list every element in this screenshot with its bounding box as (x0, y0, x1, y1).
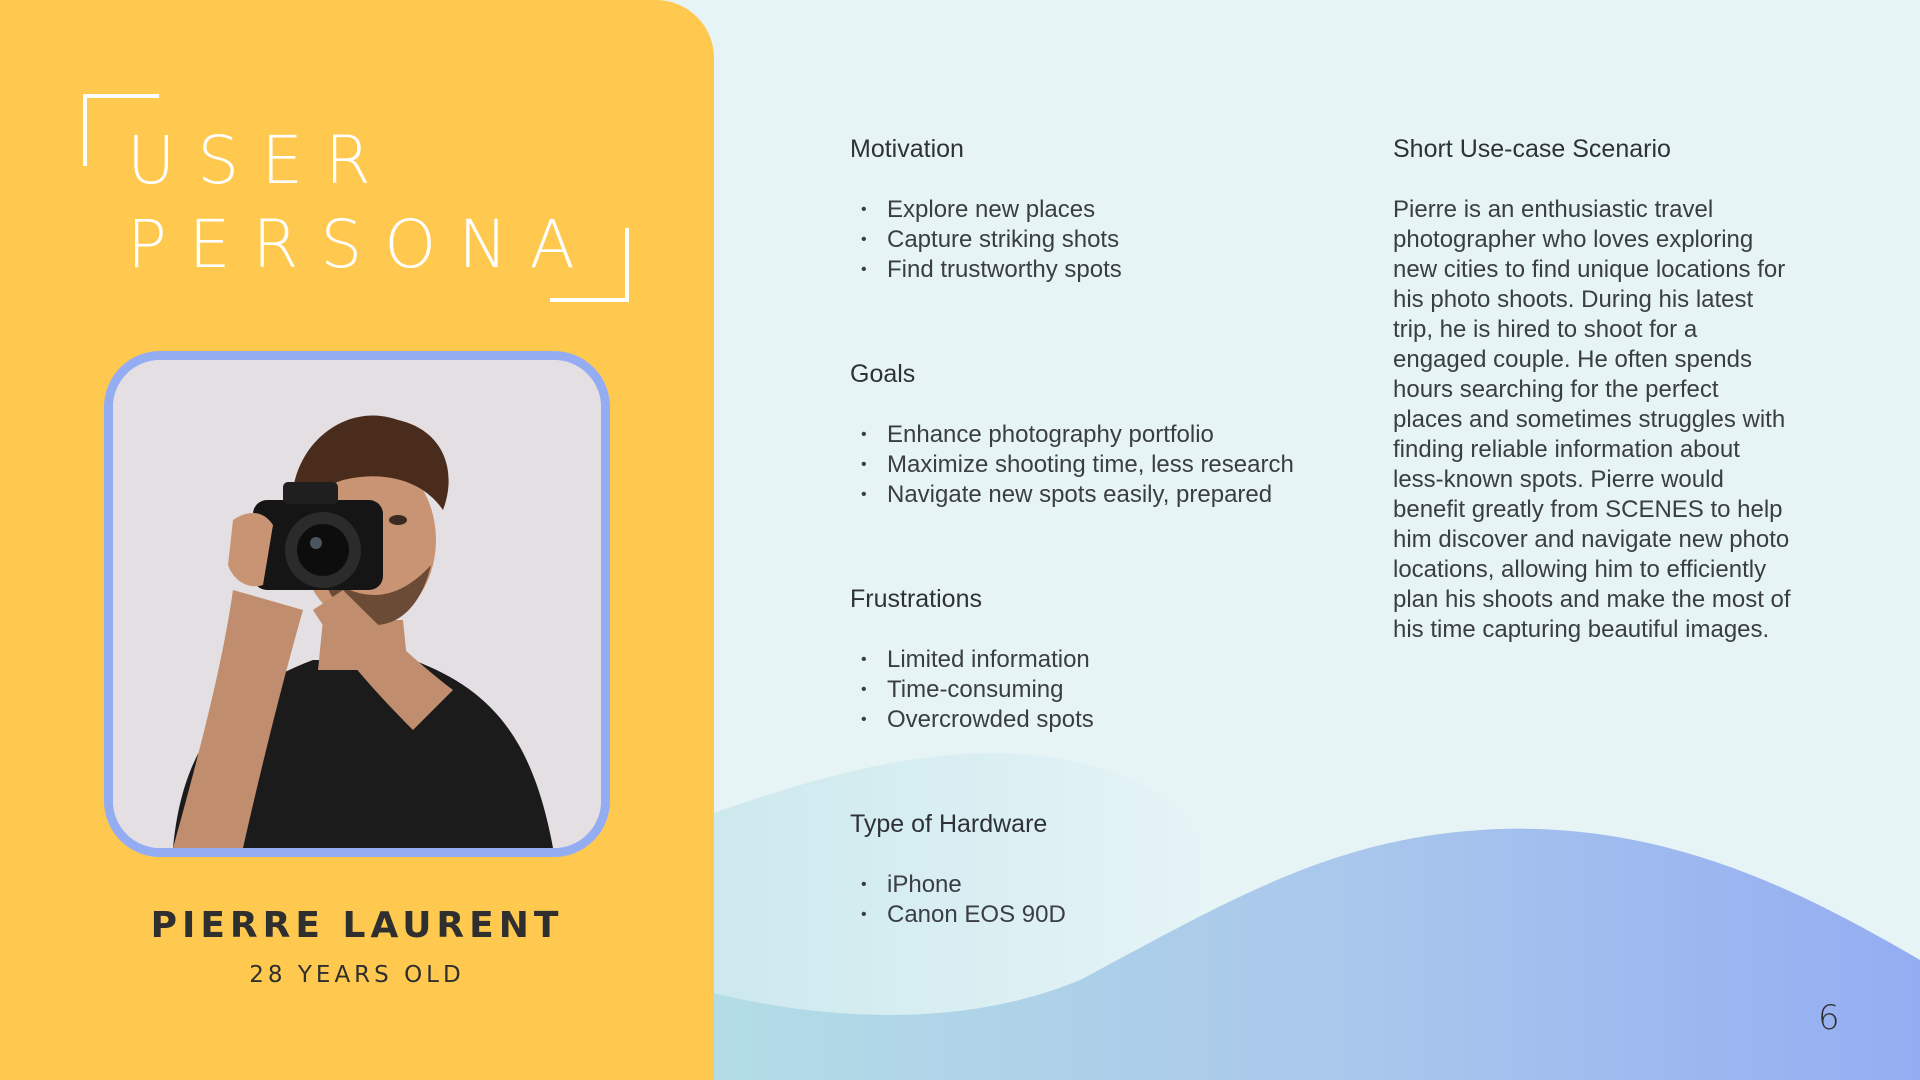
title-bracket-bottom-right (550, 228, 629, 302)
page-number: 6 (1818, 998, 1840, 1038)
section-goals (850, 360, 1294, 510)
section-heading: Motivation (850, 135, 964, 163)
left-panel (0, 0, 714, 1080)
list-item: • Overcrowded spots (850, 705, 1094, 735)
motivation-list (850, 195, 1122, 285)
list-item: • Maximize shooting time, less research (850, 450, 1294, 480)
list-item: • Explore new places (850, 195, 1122, 225)
list-item: • Capture striking shots (850, 225, 1122, 255)
section-heading: Goals (850, 360, 916, 388)
persona-age: 28 YEARS OLD (249, 962, 465, 988)
list-item: • Limited information (850, 645, 1094, 675)
section-motivation (850, 135, 1122, 285)
list-item: • Find trustworthy spots (850, 255, 1122, 285)
list-item: • iPhone (850, 870, 1066, 900)
goals-list (850, 420, 1294, 510)
photographer-photo-icon (113, 360, 601, 848)
section-frustrations (850, 585, 1094, 735)
hardware-list (850, 870, 1066, 930)
scenario-text: Pierre is an enthusiastic travel photographer who loves exploring new cities to find unique locations for his photo shoots. During his latest trip, he is hired to shoot for a engaged couple. He often spends hours searching for the perfect places and sometimes struggles with finding reliable information about less-known spots. Pierre would benefit greatly from SCENES to help him discover and navigate new photo locations, allowing him to efficiently plan his shoots and make the most of his time capturing beautiful images. (1393, 196, 1791, 643)
list-item: • Enhance photography portfolio (850, 420, 1294, 450)
section-heading: Type of Hardware (850, 810, 1048, 838)
title-line-user: USER (127, 122, 393, 199)
list-item: • Navigate new spots easily, prepared (850, 480, 1294, 510)
persona-photo (104, 351, 610, 857)
section-heading: Short Use-case Scenario (1393, 135, 1671, 163)
section-heading: Frustrations (850, 585, 982, 613)
frustrations-list (850, 645, 1094, 735)
list-item: • Canon EOS 90D (850, 900, 1066, 930)
section-hardware (850, 810, 1066, 930)
title-line-persona: PERSONA (127, 206, 597, 283)
persona-name: PIERRE LAURENT (150, 905, 564, 946)
section-scenario (1393, 135, 1793, 645)
list-item: • Time-consuming (850, 675, 1094, 705)
